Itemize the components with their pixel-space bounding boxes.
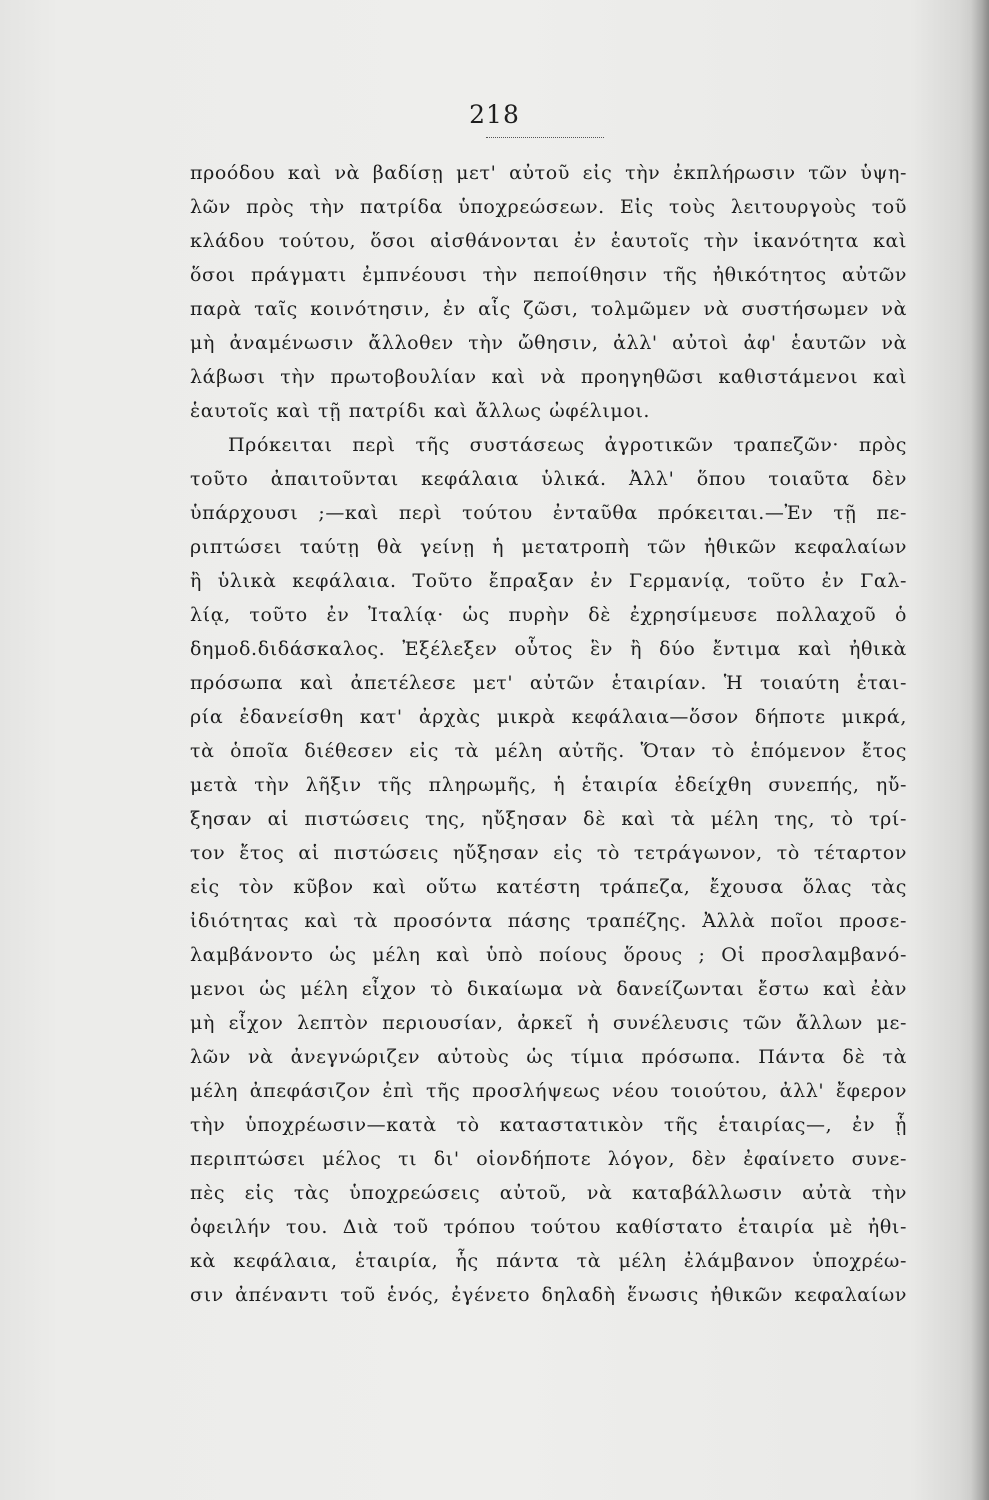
text-line: λῶν πρὸς τὴν πατρίδα ὑποχρεώσεων. Εἰς τοὺς λειτουργοὺς τοῦ bbox=[190, 196, 907, 218]
text-line: μέλη ἀπεφάσιζον ἐπὶ τῆς προσλήψεως νέου τοιούτου, ἀλλ' ἔφερον bbox=[190, 1080, 907, 1102]
text-line: λάβωσι τὴν πρωτοβουλίαν καὶ νὰ προηγηθῶσι καθιστάμενοι καὶ bbox=[190, 366, 907, 388]
text-line: ἰδιότητας καὶ τὰ προσόντα πάσης τραπέζης. Ἀλλὰ ποῖοι προσε- bbox=[190, 910, 907, 932]
paragraph-first-line: Πρόκειται περὶ τῆς συστάσεως ἀγροτικῶν τραπεζῶν· πρὸς bbox=[228, 434, 907, 456]
text-line: ὅσοι πράγματι ἐμπνέουσι τὴν πεποίθησιν τῆς ἠθικότητος αὐτῶν bbox=[190, 264, 907, 286]
text-line: κλάδου τούτου, ὅσοι αἰσθάνονται ἐν ἑαυτοῖς τὴν ἱκανότητα καὶ bbox=[190, 230, 907, 252]
text-line: πρόσωπα καὶ ἀπετέλεσε μετ' αὐτῶν ἑταιρίαν. Ἡ τοιαύτη ἑται- bbox=[190, 672, 907, 694]
text-line: μὴ εἶχον λεπτὸν περιουσίαν, ἀρκεῖ ἡ συνέλευσις τῶν ἄλλων με- bbox=[190, 1012, 907, 1034]
text-line: τον ἔτος αἱ πιστώσεις ηὔξησαν εἰς τὸ τετράγωνον, τὸ τέταρτον bbox=[190, 842, 907, 864]
text-line: τὰ ὁποῖα διέθεσεν εἰς τὰ μέλη αὐτῆς. Ὅταν τὸ ἑπόμενον ἔτος bbox=[190, 740, 907, 762]
text-line: λῶν νὰ ἀνεγνώριζεν αὐτοὺς ὡς τίμια πρόσωπα. Πάντα δὲ τὰ bbox=[190, 1046, 907, 1068]
paragraph-last-line: ἑαυτοῖς καὶ τῇ πατρίδι καὶ ἄλλως ὠφέλιμοι. bbox=[190, 400, 651, 422]
text-line: ρία ἐδανείσθη κατ' ἀρχὰς μικρὰ κεφάλαια—ὅσον δήποτε μικρά, bbox=[190, 706, 907, 728]
text-line: μενοι ὡς μέλη εἶχον τὸ δικαίωμα νὰ δανείζωνται ἔστω καὶ ἐὰν bbox=[190, 978, 907, 1000]
text-line: ὀφειλήν του. Διὰ τοῦ τρόπου τούτου καθίστατο ἑταιρία μὲ ἠθι- bbox=[190, 1216, 907, 1238]
text-line: πὲς εἰς τὰς ὑποχρεώσεις αὐτοῦ, νὰ καταβάλλωσιν αὐτὰ τὴν bbox=[190, 1182, 907, 1204]
text-line: εἰς τὸν κῦβον καὶ οὕτω κατέστη τράπεζα, ἔχουσα ὅλας τὰς bbox=[190, 876, 907, 898]
text-line: ριπτώσει ταύτῃ θὰ γείνῃ ἡ μετατροπὴ τῶν ἠθικῶν κεφαλαίων bbox=[190, 536, 907, 558]
text-line: περιπτώσει μέλος τι δι' οἱονδήποτε λόγον, δὲν ἐφαίνετο συνε- bbox=[190, 1148, 907, 1170]
text-line: τοῦτο ἀπαιτοῦνται κεφάλαια ὑλικά. Ἀλλ' ὅπου τοιαῦτα δὲν bbox=[190, 468, 907, 490]
header-rule bbox=[486, 137, 604, 138]
text-line: ὑπάρχουσι ;—καὶ περὶ τούτου ἐνταῦθα πρόκειται.—Ἐν τῇ πε- bbox=[190, 502, 907, 524]
page-edge-shadow bbox=[971, 0, 989, 1500]
text-line: μετὰ τὴν λῆξιν τῆς πληρωμῆς, ἡ ἑταιρία ἐδείχθη συνεπής, ηὔ- bbox=[190, 774, 907, 796]
text-line: σιν ἀπέναντι τοῦ ἑνός, ἐγένετο δηλαδὴ ἕνωσις ἠθικῶν κεφαλαίων bbox=[190, 1284, 907, 1306]
text-line: ἢ ὑλικὰ κεφάλαια. Τοῦτο ἔπραξαν ἐν Γερμανίᾳ, τοῦτο ἐν Γαλ- bbox=[190, 570, 907, 592]
text-line: δημοδ.διδάσκαλος. Ἐξέλεξεν οὗτος ἓν ἢ δύο ἔντιμα καὶ ἠθικὰ bbox=[190, 638, 907, 660]
text-line: τὴν ὑποχρέωσιν—κατὰ τὸ καταστατικὸν τῆς ἑταιρίας—, ἐν ᾗ bbox=[190, 1114, 907, 1136]
text-line: λίᾳ, τοῦτο ἐν Ἰταλίᾳ· ὡς πυρὴν δὲ ἐχρησίμευσε πολλαχοῦ ὁ bbox=[190, 604, 907, 626]
page-number: 218 bbox=[469, 100, 520, 129]
text-line: παρὰ ταῖς κοινότησιν, ἐν αἷς ζῶσι, τολμῶμεν νὰ συστήσωμεν νὰ bbox=[190, 298, 907, 320]
text-line: ξησαν αἱ πιστώσεις της, ηὔξησαν δὲ καὶ τὰ μέλη της, τὸ τρί- bbox=[190, 808, 907, 830]
text-line: προόδου καὶ νὰ βαδίσῃ μετ' αὐτοῦ εἰς τὴν ἐκπλήρωσιν τῶν ὑψη- bbox=[190, 162, 907, 184]
text-line: μὴ ἀναμένωσιν ἄλλοθεν τὴν ὤθησιν, ἀλλ' αὐτοὶ ἀφ' ἑαυτῶν νὰ bbox=[190, 332, 907, 354]
text-line: λαμβάνοντο ὡς μέλη καὶ ὑπὸ ποίους ὅρους ; Οἱ προσλαμβανό- bbox=[190, 944, 907, 966]
text-line: κὰ κεφάλαια, ἑταιρία, ἧς πάντα τὰ μέλη ἐλάμβανον ὑποχρέω- bbox=[190, 1250, 907, 1272]
body-text bbox=[190, 156, 907, 1312]
